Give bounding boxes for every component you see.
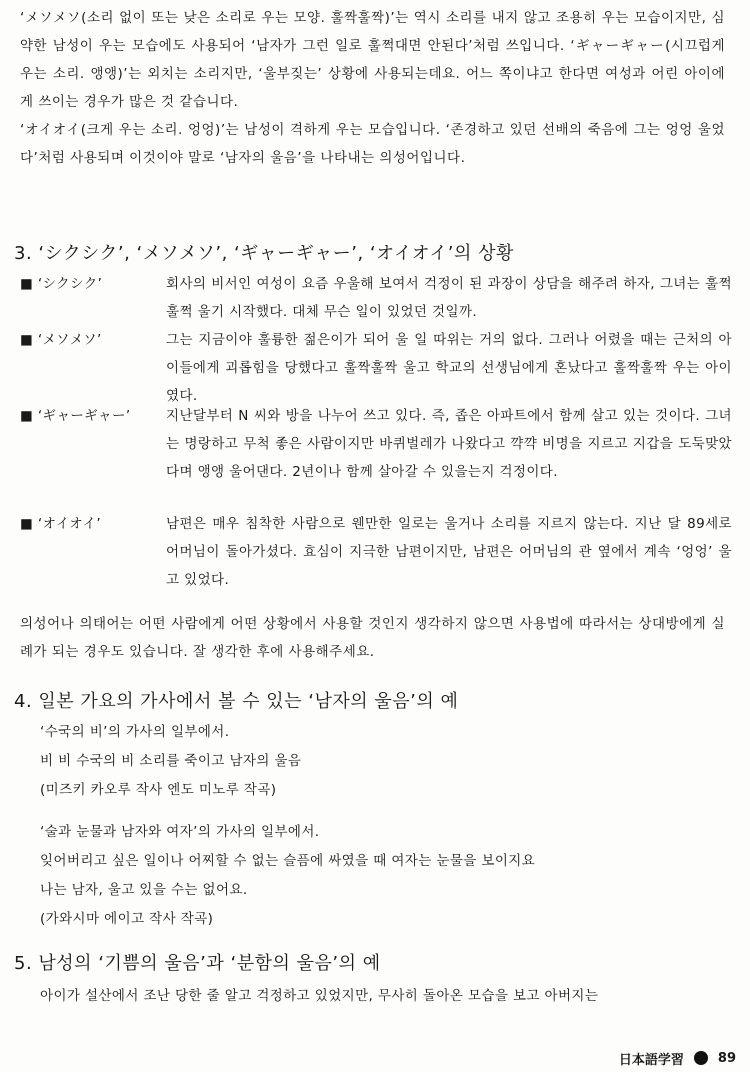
song-line: 비 비 수국의 비 소리를 죽이고 남자의 울음: [40, 753, 302, 769]
intro-paragraph-2: ‘オイオイ(크게 우는 소리. 엉엉)’는 남성이 격하게 우는 모습입니다. ‘존경하고 있던 선배의 죽음에 그는 엉엉 울었다’처럼 사용되며 이것이야 말로 ‘남자의 울음’을 나타내는 의성어입니다.: [20, 122, 725, 166]
situation-text: 그는 지금이야 훌륭한 젊은이가 되어 울 일 따위는 거의 없다. 그러나 어렸을 때는 근처의 아이들에게 괴롭힘을 당했다고 훌짝훌짝 울고 학교의 선생님에게 혼났다고 훌짝훌짝 우는 아이였다.: [166, 332, 732, 404]
song-excerpt-2: [40, 818, 730, 934]
situation-text: 지난달부터 N 씨와 방을 나누어 쓰고 있다. 즉, 좁은 아파트에서 함께 살고 있는 것이다. 그녀는 명랑하고 무척 좋은 사람이지만 바퀴벌레가 나왔다고 꺅꺅 비명을 지르고 지갑을 도둑맞았다며 앵앵 울어댄다. 2년이나 함께 살아갈 수 있을는지 걱정이다.: [166, 408, 732, 480]
situation-text: 회사의 비서인 여성이 요즘 우울해 보여서 걱정이 된 과장이 상담을 해주려 하자, 그녀는 훌쩍훌쩍 울기 시작했다. 대체 무슨 일이 있었던 것일까.: [166, 276, 732, 320]
bullet-dot-icon: [694, 1051, 708, 1065]
closing-paragraph: 의성어나 의태어는 어떤 사람에게 어떤 상황에서 사용할 것인지 생각하지 않으면 사용법에 따라서는 상대방에게 실례가 되는 경우도 있습니다. 잘 생각한 후에 사용해주세요.: [20, 616, 725, 660]
situation-oioi: [20, 510, 732, 594]
song-line: 잊어버리고 싶은 일이나 어찌할 수 없는 슬픔에 싸였을 때 여자는 눈물을 보이지요: [40, 853, 536, 869]
section-5-line: 아이가 설산에서 조난 당한 줄 알고 걱정하고 있었지만, 무사히 돌아온 모습을 보고 아버지는: [40, 988, 599, 1004]
intro-text: [20, 4, 725, 172]
section-5-heading: 5. 남성의 ‘기쁨의 울음’과 ‘분함의 울음’의 예: [14, 953, 381, 974]
song-credit: (가와시마 에이고 작사 작곡): [40, 911, 214, 927]
situation-shikushiku: [20, 270, 732, 326]
situation-label: ■ ‘オイオイ’: [20, 516, 102, 532]
section-4-heading: 4. 일본 가요의 가사에서 볼 수 있는 ‘남자의 울음’의 예: [14, 691, 459, 712]
situation-label: ■ ‘メソメソ’: [20, 332, 102, 348]
magazine-title: 日本語学習: [618, 1052, 684, 1068]
situation-text: 남편은 매우 침착한 사람으로 웬만한 일로는 울거나 소리를 지르지 않는다. 지난 달 89세로 어머님이 돌아가셨다. 효심이 지극한 남편이지만, 남편은 어머님의 관 옆에서 계속 ‘엉엉’ 울고 있었다.: [166, 516, 732, 588]
song-line: 나는 남자, 울고 있을 수는 없어요.: [40, 882, 248, 898]
section-5-text: [40, 982, 730, 1011]
situation-gyagya: [20, 402, 732, 486]
song-credit: (미즈키 카오루 작사 엔도 미노루 작곡): [40, 782, 277, 798]
intro-paragraph-1: ‘メソメソ(소리 없이 또는 낮은 소리로 우는 모양. 훌짝훌짝)’는 역시 소리를 내지 않고 조용히 우는 모습이지만, 심약한 남성이 우는 모습에도 사용되어 ‘남자가 그런 일로 훌쩍대면 안된다’처럼 쓰입니다. ‘ギャーギャー(시끄럽게 우는 소리. 앵앵)’는 외치는 소리지만, ‘울부짖는’ 상황에 사용되는데요. 어느 쪽이냐고 한다면 여성과 어린 아이에게 쓰이는 경우가 많은 것 같습니다.: [20, 10, 725, 110]
situation-label: ■ ‘ギャーギャー’: [20, 408, 131, 424]
situation-mesomeso: [20, 326, 732, 410]
song-excerpt-1: [40, 718, 730, 805]
situation-label: ■ ‘シクシク’: [20, 276, 103, 292]
section-3-heading: 3. ‘シクシク’, ‘メソメソ’, ‘ギャーギャー’, ‘オイオイ’의 상황: [14, 243, 514, 264]
page-number: 89: [717, 1050, 736, 1066]
song-line: ‘술과 눈물과 남자와 여자’의 가사의 일부에서.: [40, 824, 320, 840]
page-footer: [619, 1048, 736, 1068]
song-line: ‘수국의 비’의 가사의 일부에서.: [40, 724, 230, 740]
